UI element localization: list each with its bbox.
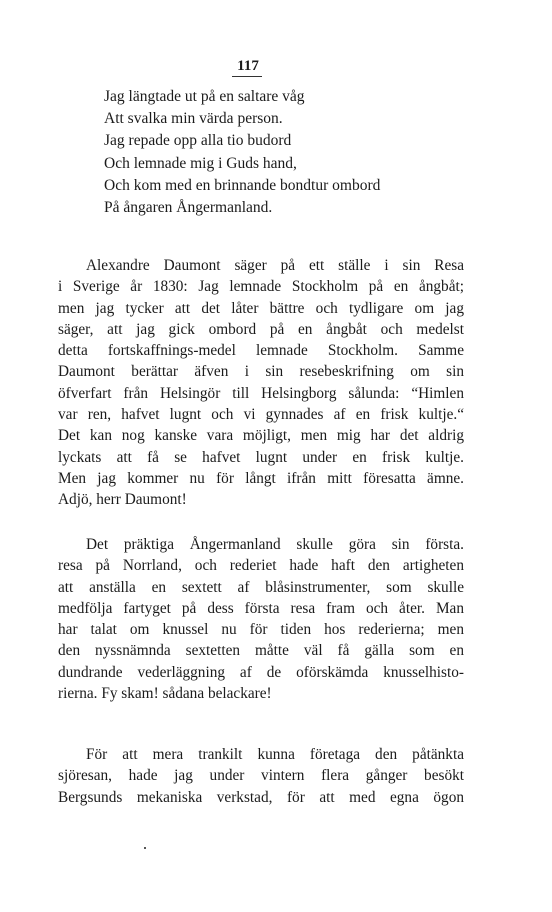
text-line: sjöresan, hade jag under vintern flera gånger besökt	[58, 767, 464, 785]
text-line: i Sverige år 1830: Jag lemnade Stockholm på en ångbåt;	[58, 278, 464, 296]
text-line: dundrande vederläggning af de oförskämda knusselhisto-	[58, 663, 464, 681]
text-line: säger, att jag gick ombord på en ångbåt och medelst	[58, 320, 464, 338]
text-line: Adjö, herr Daumont!	[58, 491, 187, 509]
text-line: Det präktiga Ångermanland skulle göra sin första.	[86, 536, 464, 553]
text-line: öfverfart från Helsingör till Helsingborg sålunda: “Himlen	[58, 384, 464, 402]
page-number-rule	[232, 76, 262, 77]
text-line: den nyssnämnda sextetten måtte väl få gälla som en	[58, 642, 464, 660]
text-line: Men jag kommer nu för långt ifrån mitt föresatta ämne.	[58, 469, 464, 487]
text-line: Bergsunds mekaniska verkstad, för att med egna ögon	[58, 788, 464, 806]
text-line: Alexandre Daumont säger på ett ställe i sin Resa	[86, 257, 464, 274]
text-line: har talat om knussel nu för tiden hos rederierna; men	[58, 621, 464, 639]
page-number: 117	[237, 58, 259, 74]
text-line: medfölja fartyget på dess första resa fram och åter. Man	[58, 599, 464, 617]
text-line: lyckats att få se hafvet lugnt under en frisk kultje.	[58, 448, 464, 466]
paragraph-sjoresan	[58, 744, 464, 808]
text-line: att anställa en sextett af blåsinstrumenter, som skulle	[58, 578, 464, 596]
verse-line: Jag repade opp alla tio budord	[104, 132, 292, 150]
text-line: var ren, hafvet lugnt och vi gynnades af en frisk kultje.“	[58, 406, 464, 424]
ink-speck	[144, 847, 146, 849]
paragraph-angermanland	[58, 534, 464, 704]
verse-line: Och lemnade mig i Guds hand,	[104, 154, 297, 172]
text-line: resa på Norrland, och rederiet hade haft den artigheten	[58, 557, 464, 575]
verse-line: På ångaren Ångermanland.	[104, 199, 273, 217]
paragraph-daumont	[58, 255, 464, 511]
text-line: detta fortskaffnings-medel lemnade Stockholm. Samme	[58, 342, 464, 360]
verse-line: Jag längtade ut på en saltare våg	[104, 88, 305, 105]
text-line: men jag tycker att det låter bättre och tydligare om jag	[58, 299, 464, 317]
text-line: Det kan nog kanske vara möjligt, men mig har det aldrig	[58, 427, 464, 445]
verse-line: Att svalka min värda person.	[104, 110, 283, 128]
verse-line: Och kom med en brinnande bondtur ombord	[104, 176, 381, 194]
text-line: rierna. Fy skam! sådana belackare!	[58, 685, 272, 703]
verse-block	[104, 86, 380, 219]
text-line: Daumont berättar äfven i sin resebeskrifning om sin	[58, 363, 464, 381]
text-line: För att mera trankilt kunna företaga den påtänkta	[86, 746, 464, 763]
